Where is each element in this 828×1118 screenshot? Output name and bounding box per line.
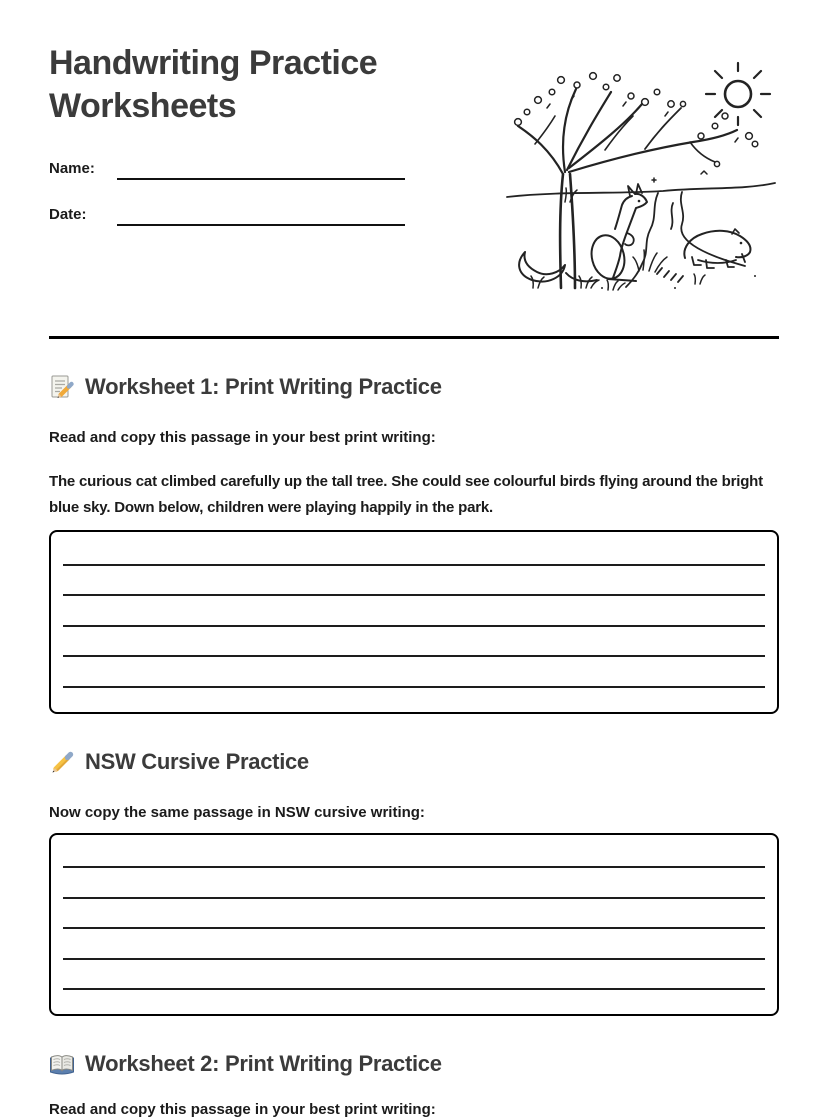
- print-writing-box: [49, 530, 779, 714]
- sun-icon: [706, 63, 770, 125]
- page-title: Handwriting Practice Worksheets: [49, 44, 378, 125]
- book-icon: [49, 1051, 75, 1077]
- kangaroo: [566, 184, 647, 282]
- worksheet2-heading-text: Worksheet 2: Print Writing Practice: [85, 1051, 442, 1076]
- worksheet1-heading: [49, 373, 779, 401]
- worksheet1-instruction: Read and copy this passage in your best print writing:: [49, 429, 436, 446]
- date-blank-line: [117, 204, 405, 226]
- bush-scene-illustration: [505, 52, 777, 292]
- crescent-branch: [519, 252, 565, 282]
- cursive-heading-text: NSW Cursive Practice: [85, 748, 309, 774]
- writing-line: [63, 535, 765, 566]
- path: [626, 192, 745, 287]
- pencil-icon: [49, 749, 75, 775]
- writing-line: [63, 960, 765, 991]
- writing-line: [63, 899, 765, 930]
- tree: [515, 73, 758, 288]
- name-label: Name:: [49, 160, 95, 177]
- writing-line: [63, 566, 765, 597]
- writing-line: [63, 657, 765, 688]
- writing-line: [63, 596, 765, 627]
- cursive-heading: [49, 748, 779, 776]
- cursive-instruction: Now copy the same passage in NSW cursive writing:: [49, 803, 425, 821]
- worksheet1-heading-text: Worksheet 1: Print Writing Practice: [85, 374, 442, 399]
- wombat: [684, 229, 750, 268]
- cursive-writing-box: [49, 833, 779, 1017]
- writing-line: [63, 868, 765, 899]
- worksheet1-passage: The curious cat climbed carefully up the tall tree. She could see colourful birds flying around the bright blue sky. Down below, children were playing happily in the park.: [49, 473, 763, 516]
- writing-line: [63, 838, 765, 869]
- worksheet2-heading: [49, 1050, 779, 1078]
- section-divider: [49, 336, 779, 339]
- date-label: Date:: [49, 206, 87, 223]
- memo-icon: [49, 374, 75, 400]
- name-blank-line: [117, 158, 405, 180]
- worksheet2-instruction: Read and copy this passage in your best print writing:: [49, 1101, 436, 1118]
- writing-line: [63, 627, 765, 658]
- writing-line: [63, 929, 765, 960]
